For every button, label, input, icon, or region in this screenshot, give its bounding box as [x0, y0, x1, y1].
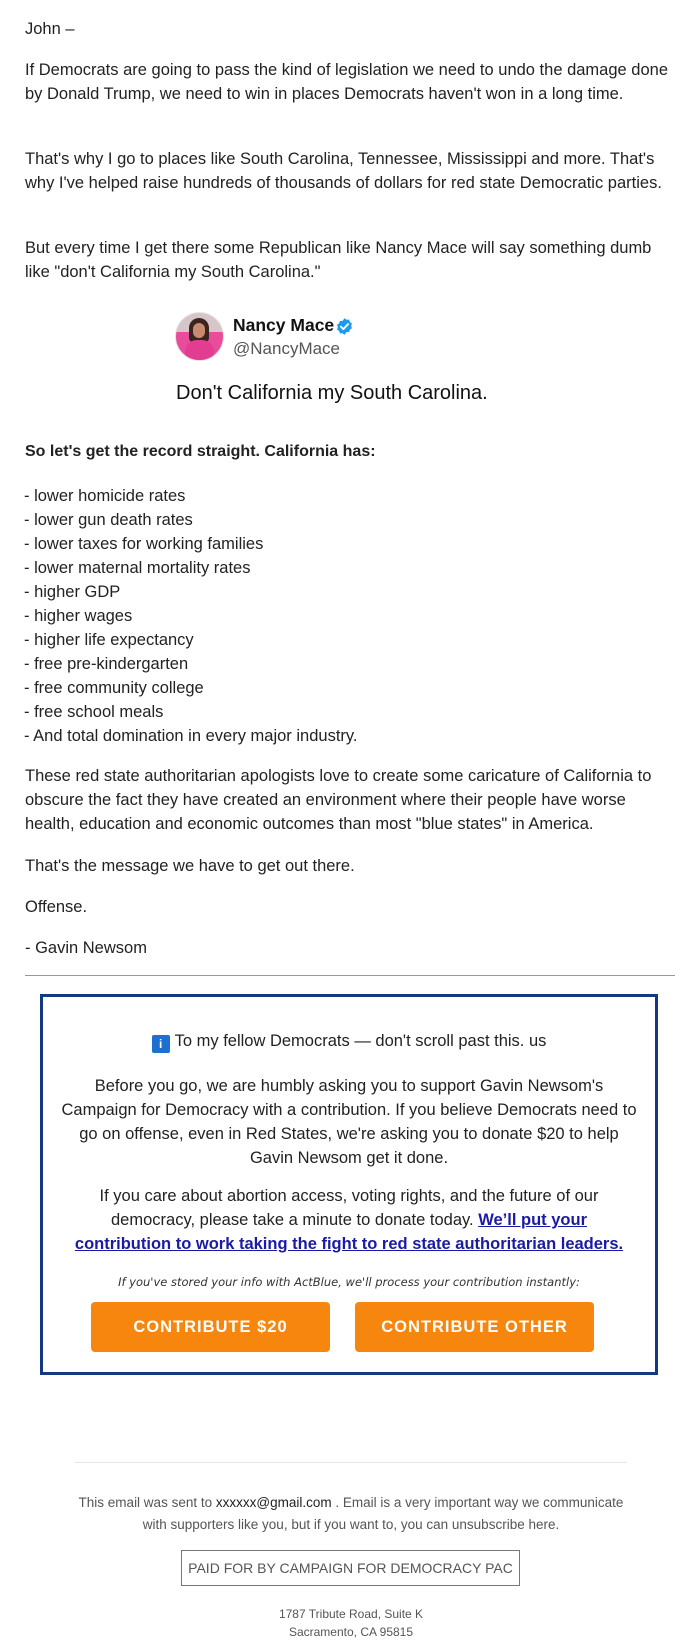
donation-heading-text: To my fellow Democrats — don't scroll past this. us: [174, 1032, 547, 1050]
record-list: [24, 484, 358, 748]
list-item: - lower homicide rates: [24, 487, 186, 505]
avatar: [175, 312, 224, 361]
greeting: John –: [25, 20, 75, 38]
list-item: - free pre-kindergarten: [24, 655, 189, 673]
list-item: - lower maternal mortality rates: [24, 559, 251, 577]
contribute-other-button[interactable]: CONTRIBUTE OTHER: [355, 1302, 594, 1352]
footer-sent-suffix: . Email is a very important way we communicate with supporters like you, but if you want to, you can unsubscribe here.: [142, 1495, 624, 1532]
divider: [25, 975, 675, 976]
paragraph-message: That's the message we have to get out there.: [25, 857, 355, 875]
list-item: - higher wages: [24, 607, 133, 625]
list-item: - free community college: [24, 679, 204, 697]
paragraph-apologists: These red state authoritarian apologists love to create some caricature of California to obscure the fact they have created an environment where their people have worse health, education and economic outcomes than most "blue states" in America.: [25, 767, 652, 833]
footer-divider: [75, 1462, 627, 1463]
footer-notice: [75, 1492, 627, 1536]
list-item: - free school meals: [24, 703, 164, 721]
signature: - Gavin Newsom: [25, 939, 147, 957]
embedded-tweet: [175, 312, 575, 412]
paragraph-offense: Offense.: [25, 898, 88, 916]
list-item: - higher life expectancy: [24, 631, 194, 649]
mailing-address: [75, 1605, 627, 1641]
list-item: - And total domination in every major industry.: [24, 727, 358, 745]
contribution-link[interactable]: We’ll put your contribution to work taking the fight to red state authoritarian leaders.: [74, 1211, 624, 1253]
paragraph-intro: If Democrats are going to pass the kind of legislation we need to undo the damage done by Donald Trump, we need to win in places Democrats haven't won in a long time.: [25, 61, 669, 103]
actblue-note: If you've stored your info with ActBlue, we'll process your contribution instantly:: [118, 1275, 580, 1289]
tweet-author-name: Nancy Mace: [233, 315, 335, 335]
paid-for-disclaimer: PAID FOR BY CAMPAIGN FOR DEMOCRACY PAC: [181, 1550, 520, 1586]
donation-heading: [43, 1032, 655, 1053]
address-line-1: 1787 Tribute Road, Suite K: [278, 1607, 424, 1621]
tweet-text: Don't California my South Carolina.: [176, 382, 488, 404]
donation-paragraph-cta-text: If you care about abortion access, voting rights, and the future of our democracy, please take a minute to donate today.: [99, 1187, 599, 1229]
list-item: - lower gun death rates: [24, 511, 193, 529]
list-item: - lower taxes for working families: [24, 535, 264, 553]
paragraph-red-states: That's why I go to places like South Carolina, Tennessee, Mississippi and more. That's why I've helped raise hundreds of thousands of dollars for red state Democratic parties.: [25, 150, 662, 192]
footer-sent-prefix: This email was sent to: [78, 1495, 216, 1510]
info-icon: i: [152, 1035, 170, 1053]
donation-box: [40, 994, 658, 1375]
paragraph-nancy-mace: But every time I get there some Republican like Nancy Mace will say something dumb like "don't California my South Carolina.": [25, 239, 652, 281]
contribute-20-button[interactable]: CONTRIBUTE $20: [91, 1302, 330, 1352]
tweet-author-handle: @NancyMace: [233, 339, 341, 358]
verified-badge-icon: [335, 317, 354, 336]
address-line-2: Sacramento, CA 95815: [288, 1625, 414, 1639]
list-item: - higher GDP: [24, 583, 121, 601]
recipient-email: xxxxxx@gmail.com: [215, 1495, 332, 1510]
donation-paragraph-cta: [61, 1184, 637, 1256]
donation-paragraph: Before you go, we are humbly asking you to support Gavin Newsom's Campaign for Democracy with a contribution. If you believe Democrats need to go on offense, even in Red States, we're asking you to donate $20 to help Gavin Newsom get it done.: [61, 1077, 637, 1167]
record-heading: So let's get the record straight. California has:: [25, 443, 376, 460]
